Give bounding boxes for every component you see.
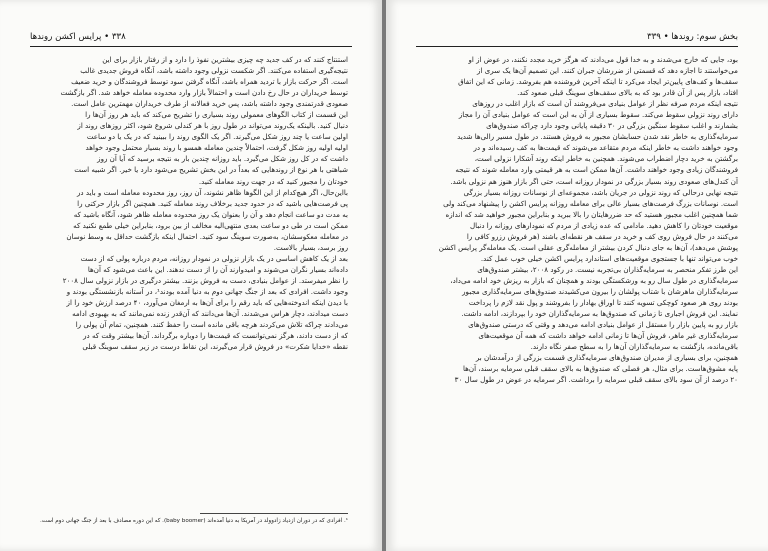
text-line: ۲۰ درصد از آن سود بالای سقف قبلی سرمایه را برداشت. اگر سرمایه در عوض در طول سال ۳۰ xyxy=(454,375,738,385)
text-line: شباهتی با هر نوع از روندهایی که بعداً در این بخش تشریح می‌شود دارد یا خیر. اگر شبیه است xyxy=(74,165,348,175)
text-line: سقف‌ها و کف‌های پایین‌تر ایجاد می‌کرد تا اینکه آخرین فروشنده هم بفروشد. زمانی که این اتفاق xyxy=(458,77,738,87)
text-line: می‌کنند در حال فروش روی کف و خرید در سقف هر نقطه‌ای باشند (هر فروش رزرو کافی را xyxy=(466,231,738,241)
text-line: بود، جایی که خارج می‌شدند و به خدا قول می‌دادند که هرگز خرید مجدد نکنند، در عوض از او xyxy=(468,55,738,64)
paragraph xyxy=(418,98,738,186)
text-line: فروشندگان زیادی وجود خواهند داشت. آن‌ها ممکن است به هر قیمتی وارد معامله شوند که نتیجه xyxy=(455,165,738,175)
text-line: را نظر میفرستد. از عوامل بنیادی، دست به فروش بزنند. بیشتر درگیری در بازار نزولی سال ۲۰۰۸ xyxy=(62,275,348,285)
text-line: داشت که در کل روز شکل می‌گیرد. باید روزانه چندین بار به نتیجه برسید که آیا آن روز xyxy=(97,154,348,164)
text-line: روز برسد، بسیار بالاست. xyxy=(273,242,348,252)
text-line: وجود داشت. افرادی که بعد از جنگ جهانی دوم به دنیا آمده بودند¹، در آستانه بازنشستگی بودند و xyxy=(66,286,348,296)
text-line: داده‌اند بسیار نگران می‌شوند و امیدوارند آن را از دست ندهند. این باعث می‌شود که آن‌ها xyxy=(87,264,348,274)
paragraph xyxy=(30,253,348,352)
text-line: خوب می‌تواند تنها با جستجوی موقعیت‌های استاندارد پرایس اکشن خیلی خوب عمل کند. xyxy=(480,253,738,263)
text-line: خودتان را مجبور کنید که در جهت روند معامله کنید. xyxy=(198,176,348,186)
paragraph xyxy=(30,109,348,186)
text-line: بشمارند و اغلب سقوط سنگین بزرگی در ۳۰ دقیقه پایانی وجود دارد چراکه صندوق‌های xyxy=(486,121,738,131)
text-line: است. اگر حرکت بازار با تردید همراه باشد، آنگاه گرفتن سود توسط فروشندگان و خرید ضعیف xyxy=(71,77,348,87)
paragraph xyxy=(418,54,738,98)
text-line: سرمایه‌گذاری غیر ماهر، فروش آن‌ها تا زمانی ادامه خواهد داشت که همه آن موقعیت‌های xyxy=(478,331,738,341)
text-line: با دیدن اینکه اندوخته‌هایی که باید رقم را برای آن‌ها به ارمغان می‌آورد، ۴۰ درصد ارزش خود را از xyxy=(66,298,348,308)
text-line: همچنین، برای بسیاری از مدیران صندوق‌های سرمایه‌گذاری قسمت بزرگی از درآمدشان بر xyxy=(475,353,738,363)
text-line: موقعیت خودتان را کاهش دهید. مادامی که عده زیادی از مردم که نمودارهای روزانه را دنبال xyxy=(469,220,738,230)
right-page xyxy=(386,0,768,551)
text-line: توسط خریداران در حال رخ دادن است و احتمالاً بازار وارد محدوده معامله خواهد شد. اگر بازگشت xyxy=(60,88,348,98)
text-line: شما همچنین اغلب مجبور هستید که حد ضرر‌هایتان را بالا ببرید و بنابراین مجبور خواهید شد که اندازه xyxy=(445,209,738,219)
text-line: به مدت دو ساعت انجام دهد و آن را بعنوان یک روز محدوده معامله ظاهر شود، آنگاه باشید که xyxy=(73,209,348,219)
paragraph xyxy=(418,187,738,264)
text-line: پوشش می‌دهد)، آن‌ها به جای دنبال کردن بیشتر از معامله‌گری عقلی است. یک معامله‌گر پرایس اکشن xyxy=(438,242,738,252)
text-line: آن کندل‌های صعودی روند بسیار بزرگی در نمودار روزانه است، حتی اگر بازار هنوز هم نزولی باشد. xyxy=(450,176,738,186)
text-line: اولین ساعت یا چند روز شکل می‌گیرند. اگر یک الگوی روند را ببینید که در یک یا دو ساعت xyxy=(86,132,348,142)
text-line: نقطه «خدایا شکرت» در فروش قرار می‌گیرند، این نقاط درست در زیر سقف سوینگ قبلی xyxy=(82,342,348,352)
left-page xyxy=(0,0,382,551)
text-line: ممکن است در طی دو ساعت بعدی منتهی‌الیه مخالف از بین برود، بنابراین خیلی طمع نکنید که xyxy=(73,220,348,230)
left-page-header: ۳۳۸ • پرایس اکشن روندها xyxy=(30,32,126,42)
text-line: دارای روند نزولی سقوط می‌کند. سقوط بسیاری از آن به این است که عوامل بنیادی آن را مجاز xyxy=(458,110,738,120)
text-line: نتیجه‌گیری استفاده می‌کنند. اگر شکست نزولی وجود داشته باشد، آنگاه فروش جدیدی غالب xyxy=(80,66,348,76)
text-line: باقی‌مانده، بازگشت به سرمایه‌گذاران آن‌ها را به سطح صفر نگاه دارند. xyxy=(530,342,738,352)
right-header-rule xyxy=(416,46,738,47)
text-line: نمایند. این فروش اجباری تا زمانی که صندوق‌ها به سرمایه‌گذاران خود را بپردازند، ادامه داشت. xyxy=(461,309,738,319)
text-line: سرمایه‌گذاری در طول سال رو به ورشکستگی بودند و همچنان که بازار به ریزش خود ادامه می‌داد، xyxy=(450,275,738,285)
text-line: این طرز تفکر منحصر به سرمایه‌گذاران بی‌تجربه نیست. در رکود ۲۰۰۸، بیشتر صندوق‌های xyxy=(477,264,738,274)
paragraph xyxy=(418,264,738,352)
right-page-header: بخش سوم: روندها • ۳۳۹ xyxy=(647,32,738,42)
text-line: صعودی قدرتمندی وجود داشته باشد، پس خرید فعالانه از طرف خریداران مهمترین عامل است. xyxy=(71,99,348,109)
left-header-rule xyxy=(30,46,352,47)
text-line: می‌دادند چراکه تلاش می‌کردند هرچه باقی مانده است را حفظ کنند. همچنین، تمام آن پولی را xyxy=(75,320,348,330)
text-line: بودند روی هر صعود کوچکی تسویه کنند تا اوراق بهادار را بفروشند و پول نقد لازم را پرداخت xyxy=(468,298,738,308)
text-line: پایه مشوق‌هاست. برای مثال، هر فصلی که صندوق‌ها به بالای سقف قبلی سرمایه برسند، آن‌ها xyxy=(462,364,738,374)
text-line: بازار رو به پایین بازار را مستقل از عوامل بنیادی ادامه می‌دهد و وقتی که درستی صندوق‌های xyxy=(468,320,738,330)
text-line: سرمایه‌گذاری به خاطر نقد شدن حسابشان مجبور به فروش هستند. در طول مسیر رالی‌ها شدید xyxy=(457,132,738,142)
paragraph xyxy=(30,187,348,253)
text-line: است. نوسانات بزرگ فرصت‌های بسیار عالی برای معامله روزانه پرایس اکشن را پیشنهاد می‌کند ولی xyxy=(443,198,738,208)
text-line: سرمایه‌گذاران ماهرشان با شتاب پولشان را بیرون می‌کشیدند صندوق‌های سرمایه‌گذاری مجبور xyxy=(462,286,738,296)
text-line: نتیجه اینکه مردم صرفه نظر از عوامل بنیادی می‌فروشند آن است که بازار اغلب در روزهای xyxy=(472,99,738,109)
left-page-body xyxy=(30,54,348,352)
text-line: بااین‌حال، اگر هیچ‌کدام از این الگوها ظاهر نشوند، آن روز، روز محدوده معامله است و باید در xyxy=(77,187,348,197)
paragraph xyxy=(418,352,738,385)
text-line: این قسمت از کتاب الگوهای معمولی روند بسیاری را تشریح می‌کند که باید هر روز آن‌ها را xyxy=(85,110,348,120)
text-line: برگشتن به خرید دچار اضطراب می‌شوند. همچنین به خاطر اینکه روند آشکارا نزولی است، xyxy=(474,154,738,164)
text-line: اولیه اولیه روز شکل گرفت، احتمالاً چندین معامله همسو با روند بسیار محتمل وجود خواهد xyxy=(85,143,348,153)
footnote: ¹. افرادی که در دوران ازدیاد زادوولد در آمریکا به دنیا آمده‌اند (baby boomer). که این دوره مصادف با بعد از جنگ جهانی دوم است. xyxy=(39,518,348,524)
right-page-body xyxy=(418,54,738,385)
text-line: می‌خواستند تا اجازه دهد که قسمتی از ضررشان جبران کنند. این تصمیم آن‌ها یک سری از xyxy=(477,66,738,76)
text-line: دست میدادند، دچار هراس می‌شدند. آن‌ها می‌دانند که آن‌قدر زنده نمی‌مانند که به بهبودی ادامه xyxy=(72,309,348,319)
footnote-rule xyxy=(200,513,348,514)
text-line: استنتاج کنند که در کف جدید چه چیزی بیشترین نفوذ را دارد و از رفتار بازار برای این xyxy=(102,55,348,64)
paragraph xyxy=(30,54,348,109)
text-line: پی فرصت‌هایی باشید که در حدود جدید برخلاف روند معامله کنید. همچنین اگر بازار حرکتی را xyxy=(77,198,348,208)
text-line: وجود خواهند داشت به خاطر اینکه مردم متقاعد می‌شوند که قیمت‌ها به کف رسیده‌اند و در xyxy=(473,143,738,153)
text-line: دنبال کنید. بالینکه یک‌روند می‌تواند در طول روز با هر کندلی شروع شود، اکثر روزهای روند از xyxy=(77,121,348,131)
text-line: در معامله معکوسشان، به‌صورت سوینگ سود کنید. احتمال اینکه بازگشت حداقل به وسط نوسان xyxy=(66,231,348,241)
text-line: که از دست دادند، هرگز نمی‌توانست که قیمت‌ها را دوباره برگرداند. آن‌ها بیشتر وقت که در xyxy=(83,331,348,341)
text-line: بعد از یک کاهش اساسی در یک بازار نزولی در نمودار روزانه، مردم درباره پولی که از دست xyxy=(80,253,348,263)
text-line: افتاد، بازار پس از آن قادر بود که به بالای سقف‌های سوینگ قبلی صعود کند. xyxy=(517,88,738,98)
text-line: نتیجه نهایی درحالی که روند نزولی در جریان باشد، مجموعه‌ای از نوسانات روزانه بسیار بزرگی xyxy=(463,187,738,197)
